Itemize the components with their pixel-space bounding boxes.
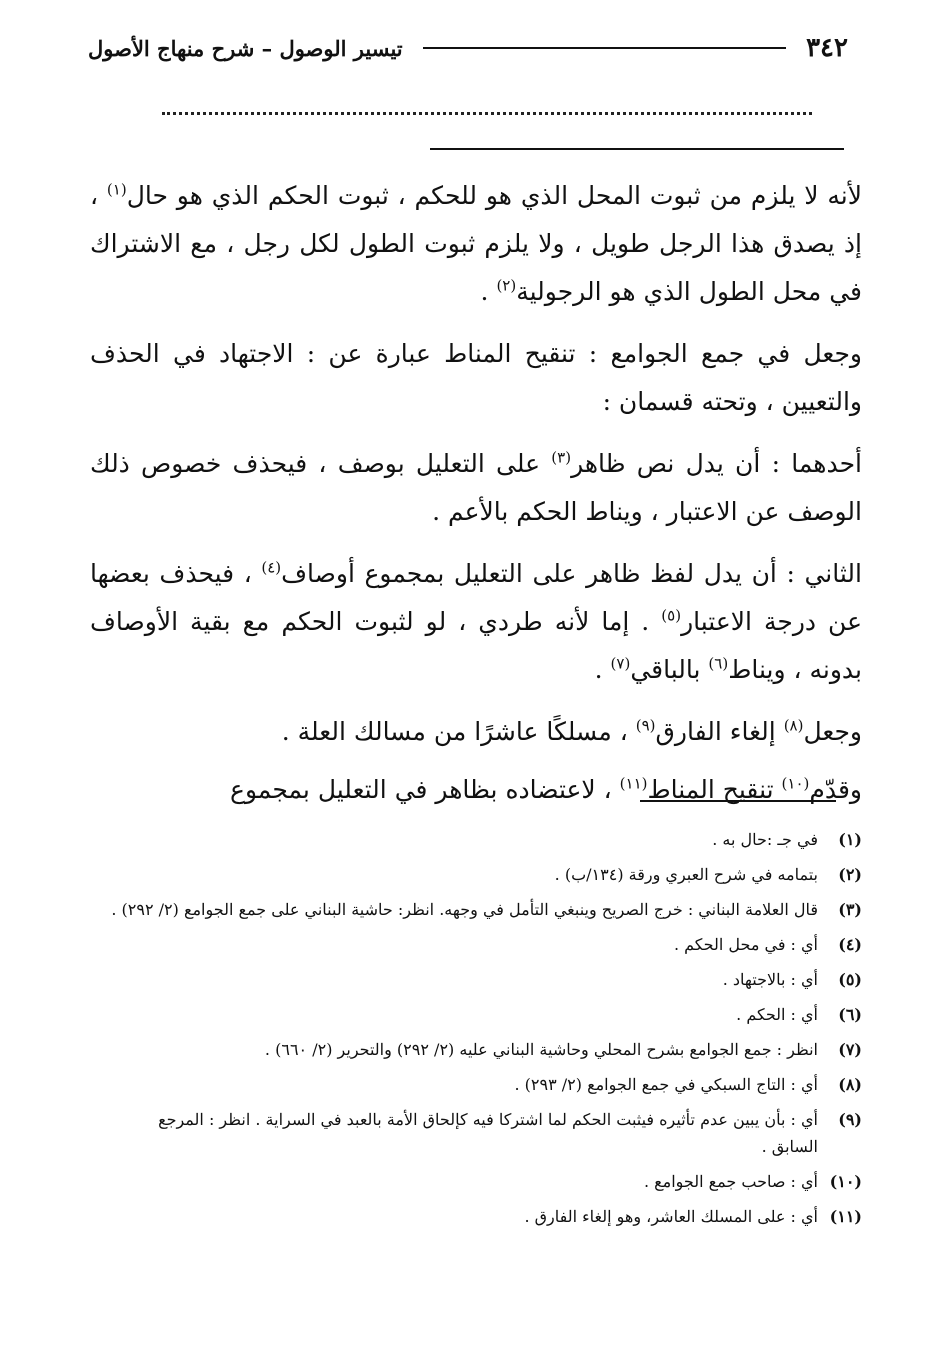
text-run: . — [594, 655, 611, 684]
footnote-item — [108, 1168, 862, 1195]
footnote-text: أي : بالاجتهاد . — [722, 970, 818, 989]
footnote-number: (٤) — [838, 935, 862, 954]
footnote-item — [108, 826, 862, 853]
footnote-item — [108, 966, 862, 993]
footnote-item — [108, 1001, 862, 1028]
text-run: بالباقي — [630, 655, 709, 684]
text-run: ، إذ يصدق هذا الرجل طويل ، ولا يلزم ثبوت الطول لكل رجل ، مع الاشتراك في محل الطول الذي هو الرجولية — [90, 181, 862, 306]
text-run: . إما لأنه طردي ، لو لثبوت الحكم مع بقية الأوصاف بدونه ، ويناط — [90, 607, 862, 684]
footnote-text: بتمامه في شرح العبري ورقة (١٣٤/ب) . — [554, 865, 818, 884]
footnote-text: أي : صاحب جمع الجوامع . — [643, 1172, 818, 1191]
text-run: . — [480, 277, 497, 306]
text-run: إلغاء الفارق — [655, 717, 784, 746]
paragraph-5 — [90, 708, 862, 756]
footnote-item — [108, 1106, 862, 1160]
footnote-text: أي : التاج السبكي في جمع الجوامع (٢/ ٢٩٣) . — [514, 1075, 818, 1094]
paragraph-6 — [90, 766, 862, 814]
footnote-ref-9: (٩) — [635, 716, 656, 735]
text-run: وجعل — [803, 717, 862, 746]
footnote-item — [108, 1036, 862, 1063]
dotted-separator — [162, 112, 812, 115]
text-run: على التعليل بوصف ، فيحذف خصوص ذلك الوصف عن الاعتبار ، ويناط الحكم بالأعم . — [90, 449, 862, 526]
footnote-item — [108, 1071, 862, 1098]
main-text — [90, 172, 862, 828]
footnote-item — [108, 861, 862, 888]
footnote-ref-10: (١٠) — [781, 774, 810, 793]
footnote-ref-3: (٣) — [551, 448, 572, 467]
paragraph-1 — [90, 172, 862, 316]
text-run: ، مسلكًا عاشرًا من مسالك العلة . — [281, 717, 636, 746]
paragraph-4 — [90, 550, 862, 694]
text-run: أحدهما : أن يدل نص ظاهر — [571, 449, 862, 478]
footnote-number: (٢) — [838, 865, 862, 884]
header-rule — [423, 47, 786, 49]
footnote-number: (٨) — [838, 1075, 862, 1094]
footnote-text: أي : بأن يبين عدم تأثيره فيثبت الحكم لما اشتركا فيه كإلحاق الأمة بالعبد في السراية . انظر : المرجع السابق . — [158, 1110, 818, 1156]
book-title: تيسير الوصول – شرح منهاج الأصول — [88, 35, 403, 61]
footnote-number: (١) — [838, 830, 862, 849]
page-number: ٣٤٢ — [806, 33, 848, 63]
continuation-rule — [430, 148, 844, 150]
footnote-number: (٣) — [838, 900, 862, 919]
footnote-number: (٧) — [838, 1040, 862, 1059]
footnote-item — [108, 1203, 862, 1230]
text-run: وقدّم — [809, 775, 862, 804]
running-header — [88, 28, 848, 68]
text-run: تنقيح المناط — [647, 775, 782, 804]
footnote-number: (١٠) — [829, 1172, 862, 1191]
footnote-ref-4: (٤) — [261, 558, 282, 577]
text-run: وجعل في جمع الجوامع : تنقيح المناط عبارة عن : الاجتهاد في الحذف والتعيين ، وتحته قسمان : — [90, 339, 862, 416]
footnote-ref-2: (٢) — [496, 276, 517, 295]
footnote-text: في جـ :حال به . — [712, 830, 818, 849]
footnote-item — [108, 931, 862, 958]
footnotes — [108, 826, 862, 1238]
footnote-separator-rule — [640, 800, 836, 802]
footnote-number: (٩) — [838, 1110, 862, 1129]
footnote-ref-7: (٧) — [610, 654, 631, 673]
text-run: ، لاعتضاده بظاهر في التعليل بمجموع — [230, 775, 620, 804]
footnote-text: أي : الحكم . — [736, 1005, 818, 1024]
footnote-ref-6: (٦) — [708, 654, 729, 673]
paragraph-3 — [90, 440, 862, 536]
text-run: لأنه لا يلزم من ثبوت المحل الذي هو للحكم ، ثبوت الحكم الذي هو حال — [126, 181, 862, 210]
footnote-number: (٦) — [838, 1005, 862, 1024]
text-run: الثاني : أن يدل لفظ ظاهر على التعليل بمجموع أوصاف — [281, 559, 862, 588]
footnote-text: أي : في محل الحكم . — [673, 935, 818, 954]
text-run: ، فيحذف بعضها عن درجة الاعتبار — [90, 559, 863, 636]
paragraph-2 — [90, 330, 862, 426]
footnote-text: قال العلامة البناني : خرج الصريح وينبغي التأمل في وجهه. انظر: حاشية البناني على جمع الجوامع (٢/ ٢٩٢) . — [111, 900, 818, 919]
footnote-ref-5: (٥) — [661, 606, 682, 625]
footnote-item — [108, 896, 862, 923]
footnote-number: (١١) — [829, 1207, 862, 1226]
footnote-text: انظر : جمع الجوامع بشرح المحلي وحاشية البناني عليه (٢/ ٢٩٢) والتحرير (٢/ ٦٦٠) . — [264, 1040, 818, 1059]
footnote-ref-8: (٨) — [783, 716, 804, 735]
footnote-ref-1: (١) — [106, 180, 127, 199]
footnote-number: (٥) — [838, 970, 862, 989]
footnote-ref-11: (١١) — [619, 774, 648, 793]
footnote-text: أي : على المسلك العاشر، وهو إلغاء الفارق . — [524, 1207, 818, 1226]
